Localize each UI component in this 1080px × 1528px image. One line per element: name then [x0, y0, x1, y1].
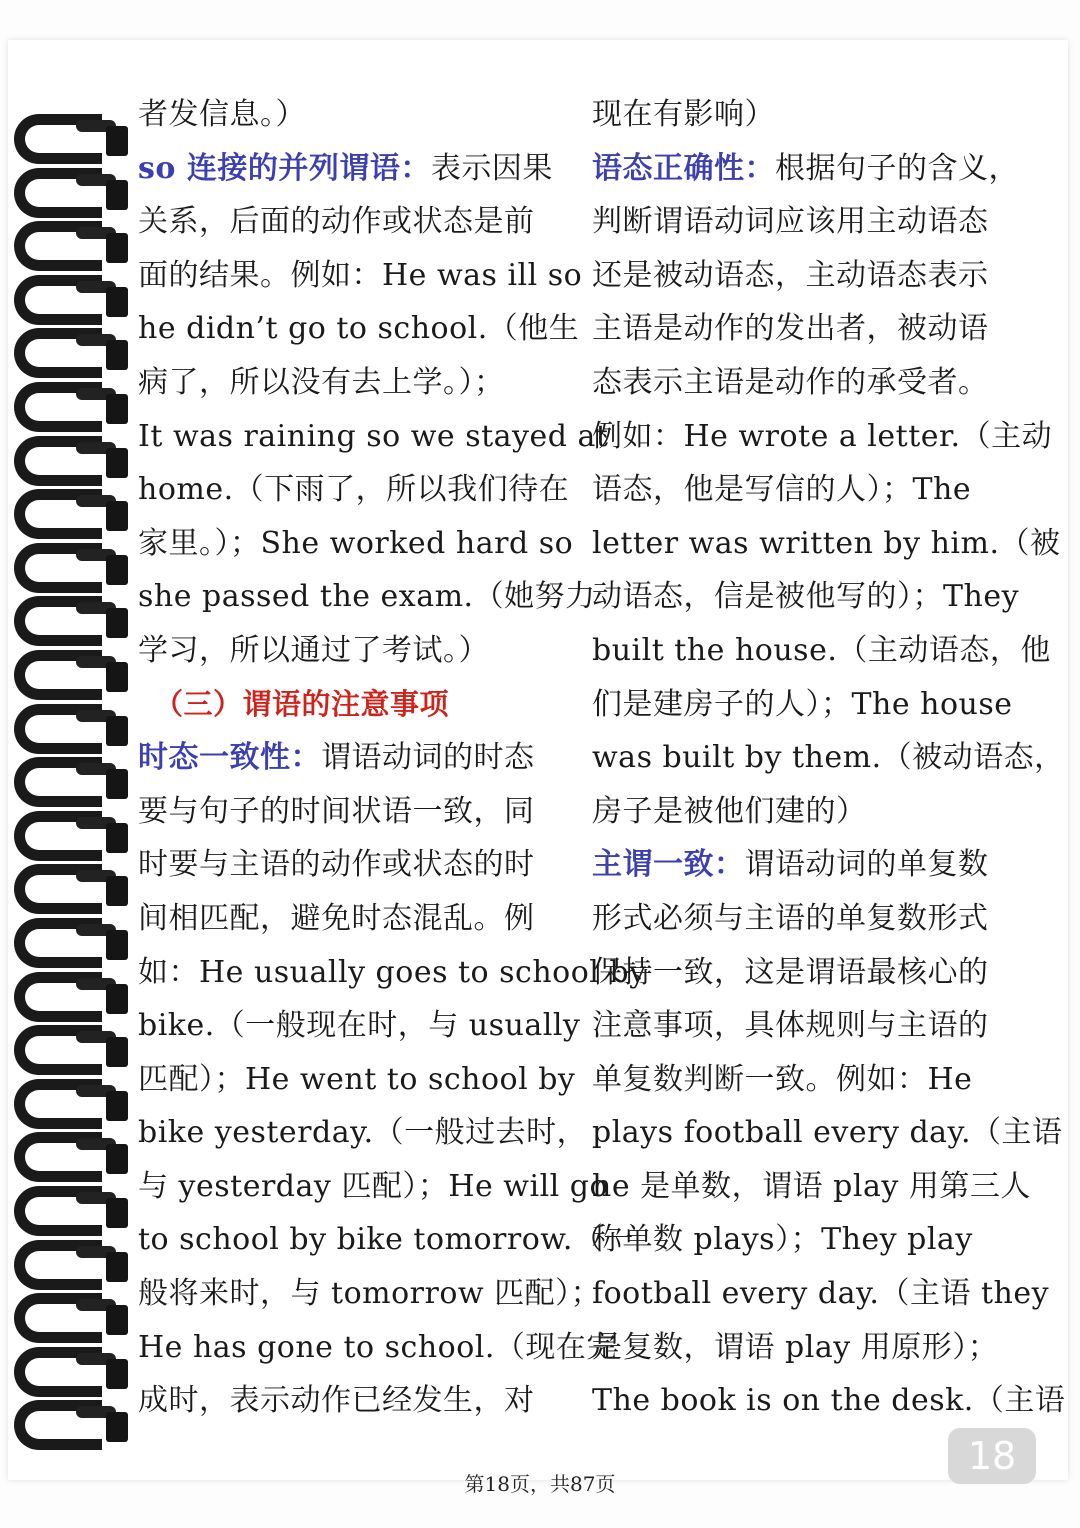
text-line [592, 1213, 1030, 1267]
text-line [592, 1321, 1030, 1375]
text-line [138, 1106, 588, 1160]
spiral-ring [6, 646, 132, 706]
line-text: 面的结果。例如：He was ill so [138, 257, 583, 293]
line-text: 关系，后面的动作或状态是前 [138, 204, 535, 240]
text-line [592, 302, 1030, 356]
line-text: 主语是动作的发出者，被动语 [592, 311, 989, 347]
spiral-ring [6, 485, 132, 545]
spiral-ring [6, 860, 132, 920]
line-text: plays football every day.（主语 [592, 1115, 1063, 1151]
text-line [138, 1321, 617, 1375]
line-text: 注意事项，具体规则与主语的 [592, 1008, 989, 1044]
line-text: 们是建房子的人）；The house [592, 686, 1013, 722]
text-line [138, 1213, 634, 1267]
spiral-ring [6, 914, 132, 974]
line-text: 谓语动词的时态 [321, 740, 535, 776]
spiral-ring [6, 539, 132, 599]
text-line [138, 1374, 574, 1428]
text-line [592, 999, 1030, 1053]
text-line [592, 1160, 1030, 1214]
spiral-ring [6, 271, 132, 331]
spiral-ring [6, 324, 132, 384]
line-text: 者发信息。） [138, 97, 306, 132]
spiral-ring [6, 753, 132, 813]
line-text: 成时，表示动作已经发生，对 [138, 1383, 535, 1419]
line-text: 如：He usually goes to school by [138, 954, 647, 990]
line-text: 房子是被他们建的） [592, 793, 867, 829]
text-line [138, 249, 583, 303]
text-line [592, 88, 1030, 142]
text-line [592, 142, 1030, 196]
spiral-ring [6, 700, 132, 760]
spiral-ring [6, 164, 132, 224]
spiral-ring [6, 968, 132, 1028]
line-text: 还是被动语态，主动语态表示 [592, 257, 989, 293]
spiral-ring [6, 1343, 132, 1403]
text-line [592, 624, 1051, 678]
spiral-ring [6, 1075, 132, 1135]
spiral-ring [6, 1236, 132, 1296]
text-line [138, 1267, 602, 1321]
line-text: 表示因果 [430, 150, 553, 186]
line-text: 学习，所以通过了考试。） [138, 632, 489, 668]
line-text: 态表示主语是动作的承受者。 [592, 364, 989, 400]
line-text: to school by bike tomorrow.（一 [138, 1222, 634, 1258]
text-line [138, 410, 609, 464]
text-line [592, 1267, 1050, 1321]
term-label: 语态正确性： [592, 150, 775, 186]
text-line [138, 999, 581, 1053]
line-text: 是复数，谓语 play 用原形）； [592, 1329, 999, 1365]
text-line [138, 892, 574, 946]
term-label: 时态一致性： [138, 740, 321, 776]
line-text: 匹配）；He went to school by [138, 1061, 576, 1097]
line-text: 家里。）；She worked hard so [138, 525, 574, 561]
text-line [138, 731, 574, 785]
line-text: he didn’t go to school.（他生 [138, 311, 580, 347]
line-text: The book is on the desk.（主语 [592, 1383, 1066, 1419]
text-line [592, 463, 1030, 517]
text-line [592, 195, 1030, 249]
right-column [592, 88, 1066, 1428]
text-line [138, 946, 647, 1000]
text-line [592, 570, 1030, 624]
text-line [592, 678, 1030, 732]
text-line [592, 1106, 1063, 1160]
line-text: 根据句子的含义， [775, 150, 1019, 186]
text-line [138, 624, 574, 678]
text-line [592, 785, 1030, 839]
line-text: 间相匹配，避免时态混乱。例 [138, 900, 535, 936]
line-text: 形式必须与主语的单复数形式 [592, 900, 989, 936]
spiral-ring [6, 1396, 132, 1456]
spiral-ring [6, 1289, 132, 1349]
page-footer: 第18页，共87页 [464, 1472, 616, 1496]
spiral-ring [6, 1182, 132, 1242]
line-text: He has gone to school.（现在完 [138, 1329, 617, 1365]
text-line [592, 1374, 1066, 1428]
left-column [138, 88, 647, 1428]
term-label: 主谓一致： [592, 847, 745, 883]
line-text: 般将来时，与 tomorrow 匹配）； [138, 1276, 602, 1312]
spiral-ring [6, 1021, 132, 1081]
line-text: letter was written by him.（被 [592, 525, 1061, 561]
spiral-ring [6, 432, 132, 492]
spiral-binding [6, 110, 136, 1470]
line-text: bike yesterday.（一般过去时， [138, 1115, 588, 1151]
spiral-ring [6, 110, 132, 170]
page-number-badge: 18 [948, 1428, 1036, 1484]
text-line [138, 195, 574, 249]
text-line [592, 838, 1030, 892]
line-text: It was raining so we stayed at [138, 418, 609, 454]
text-line [138, 678, 574, 732]
text-line [592, 892, 1030, 946]
text-line [138, 838, 574, 892]
text-line [138, 88, 574, 142]
line-text: 要与句子的时间状语一致，同 [138, 793, 535, 829]
text-line [592, 1053, 1030, 1107]
line-text: 保持一致，这是谓语最核心的 [592, 954, 989, 990]
text-line [592, 249, 1030, 303]
text-line [592, 356, 1030, 410]
line-text: 例如：He wrote a letter.（主动 [592, 418, 1053, 454]
line-text: she passed the exam.（她努力 [138, 579, 596, 615]
text-line [138, 1053, 574, 1107]
line-text: was built by them.（被动语态， [592, 740, 1065, 776]
line-text: 谓语动词的单复数 [744, 847, 989, 883]
line-text: 称单数 plays）；They play [592, 1222, 973, 1258]
text-line [592, 731, 1065, 785]
line-text: he 是单数，谓语 play 用第三人 [592, 1168, 1031, 1204]
spiral-ring [6, 807, 132, 867]
line-text: bike.（一般现在时，与 usually [138, 1008, 581, 1044]
text-line [592, 410, 1053, 464]
text-line [592, 517, 1061, 571]
line-text: 与 yesterday 匹配）；He will go [138, 1168, 609, 1204]
text-line [138, 302, 580, 356]
text-line [138, 570, 596, 624]
text-line [138, 142, 574, 196]
text-line [592, 946, 1030, 1000]
line-text: football every day.（主语 they [592, 1276, 1050, 1312]
spiral-ring [6, 592, 132, 652]
line-text: 动语态，信是被他写的）；They [592, 579, 1020, 615]
spiral-ring [6, 378, 132, 438]
line-text: 单复数判断一致。例如：He [592, 1061, 973, 1097]
line-text: 语态，他是写信的人）；The [592, 472, 972, 508]
line-text: home.（下雨了，所以我们待在 [138, 472, 570, 508]
line-text: 现在有影响） [592, 97, 775, 132]
line-text: 判断谓语动词应该用主动语态 [592, 204, 989, 240]
text-line [138, 1160, 609, 1214]
line-text: 病了，所以没有去上学。）； [138, 364, 505, 400]
line-text: 时要与主语的动作或状态的时 [138, 847, 535, 883]
term-label: so 连接的并列谓语： [138, 150, 431, 186]
text-line [138, 463, 574, 517]
spiral-ring [6, 217, 132, 277]
text-line [138, 517, 574, 571]
text-line [138, 785, 574, 839]
line-text: built the house.（主动语态，他 [592, 632, 1051, 668]
spiral-ring [6, 1128, 132, 1188]
text-line [138, 356, 574, 410]
section-heading: （三）谓语的注意事项 [154, 686, 450, 721]
